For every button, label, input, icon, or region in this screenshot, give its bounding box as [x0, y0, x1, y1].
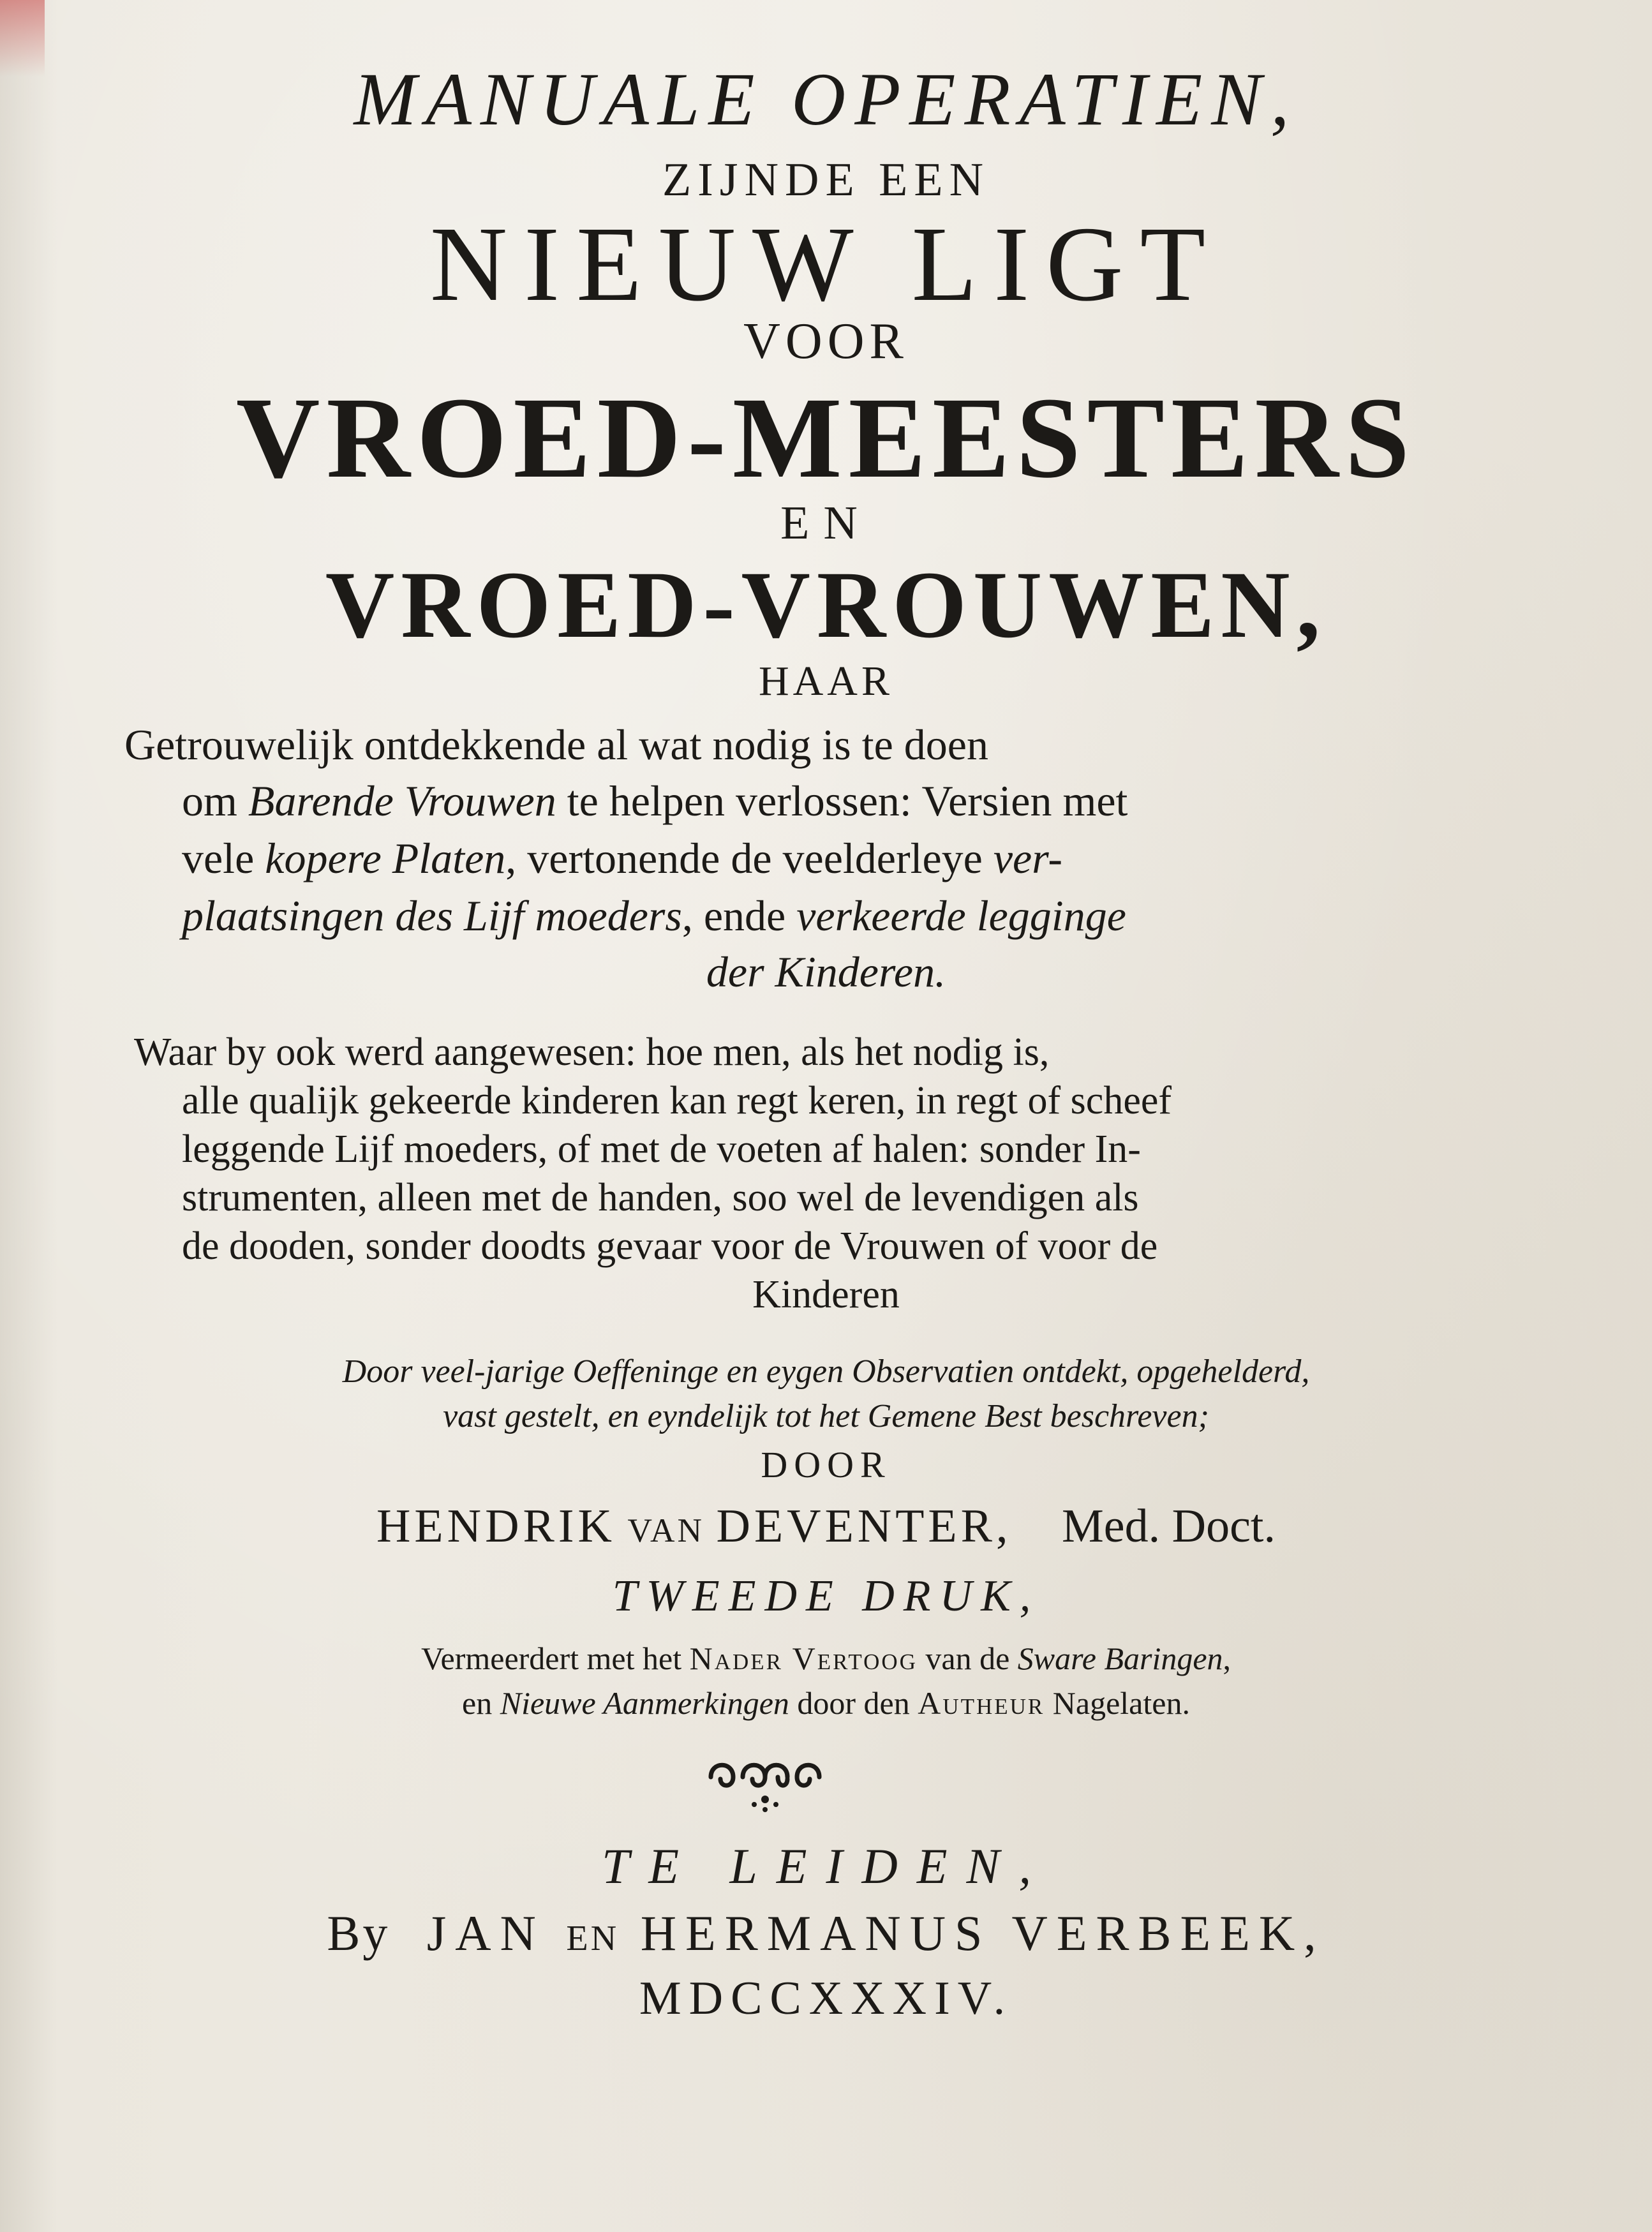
addition-text: , [1223, 1641, 1232, 1676]
author-first-name: HENDRIK [376, 1500, 616, 1552]
waarby-line: alle qualijk gekeerde kinderen kan regt keren, in regt of scheef [182, 1079, 1172, 1122]
waarby-line: leggende Lijf moeders, of met de voeten af halen: sonder In- [182, 1127, 1141, 1171]
subtitle-nieuw-ligt: NIEUW LIGT [429, 205, 1223, 324]
description-line [124, 720, 1652, 770]
waarby-line: strumenten, alleen met de handen, soo wel de levendigen als [182, 1176, 1139, 1219]
publisher-by: By [327, 1905, 391, 1961]
door-heading: DOOR [761, 1444, 891, 1485]
author-line [0, 1499, 1652, 1554]
waarby-line: Waar by ook werd aangewesen: hoe men, als het nodig is, [134, 1030, 1050, 1074]
author-surname: DEVENTER, [716, 1500, 1012, 1552]
addition-line [0, 1685, 1652, 1722]
author-title: Med. Doct. [1062, 1500, 1276, 1552]
printers-ornament-icon [698, 1748, 832, 1819]
description-line [182, 891, 1652, 941]
addition-line [0, 1640, 1652, 1677]
subtitle-en: EN [780, 497, 872, 549]
subtitle-vroed-meesters: VROED-MEESTERS [235, 374, 1417, 502]
description-line [182, 833, 1652, 884]
description-italic: der Kinderen. [706, 948, 946, 996]
description-line [0, 947, 1652, 997]
description-text: vele [182, 834, 265, 882]
addition-text: door den [789, 1685, 918, 1721]
description-text: , vertonende de veelderleye [505, 834, 993, 882]
publisher-rest: HERMANUS VERBEEK, [640, 1905, 1325, 1961]
description-italic: ver- [993, 834, 1062, 882]
waarby-line: Kinderen [752, 1273, 900, 1316]
description-text: , ende [681, 891, 797, 940]
description-italic: plaatsingen des Lijf moeders [182, 891, 682, 940]
publisher-en: EN [566, 1919, 620, 1958]
description-italic: verkeerde legginge [796, 891, 1126, 940]
description-text: te helpen verlossen: Versien met [556, 777, 1128, 825]
subtitle-zijnde: ZIJNDE EEN [662, 154, 990, 206]
description-line [182, 776, 1652, 826]
publisher-line [0, 1905, 1652, 1962]
description-text: Getrouwelijk ontdekkende al wat nodig is te doen [124, 720, 988, 769]
addition-text: Nagelaten. [1045, 1685, 1190, 1721]
waarby-line: de dooden, sonder doodts gevaar voor de Vrouwen of voor de [182, 1224, 1158, 1268]
subtitle-vroed-vrouwen: VROED-VROUWEN, [325, 552, 1327, 658]
addition-text: en [462, 1685, 500, 1721]
book-title: MANUALE OPERATIEN, [353, 57, 1299, 141]
addition-text: van de [917, 1641, 1018, 1676]
publisher-first: JAN [426, 1905, 545, 1961]
author-van: VAN [627, 1512, 704, 1549]
addition-text: Vermeerdert met het [420, 1641, 690, 1676]
subtitle-haar: HAAR [758, 658, 893, 704]
addition-italic: Sware Baringen [1017, 1641, 1223, 1676]
edition: TWEEDE DRUK, [612, 1572, 1040, 1621]
description-italic: Barende Vrouwen [248, 777, 556, 825]
description-text: om [182, 777, 248, 825]
publication-year: MDCCXXXIV. [639, 1972, 1013, 2025]
description-italic: kopere Platen [265, 834, 506, 882]
addition-smallcaps: Nader Vertoog [689, 1641, 918, 1676]
door-line: vast gestelt, en eyndelijk tot het Gemene Best beschreven; [443, 1398, 1209, 1434]
subtitle-voor: VOOR [743, 313, 909, 369]
addition-italic: Nieuwe Aanmerkingen [500, 1685, 789, 1721]
place-of-publication: TE LEIDEN, [601, 1838, 1051, 1894]
addition-smallcaps: Autheur [918, 1685, 1045, 1721]
door-line: Door veel-jarige Oeffeninge en eygen Observatien ontdekt, opgehelderd, [342, 1353, 1310, 1390]
